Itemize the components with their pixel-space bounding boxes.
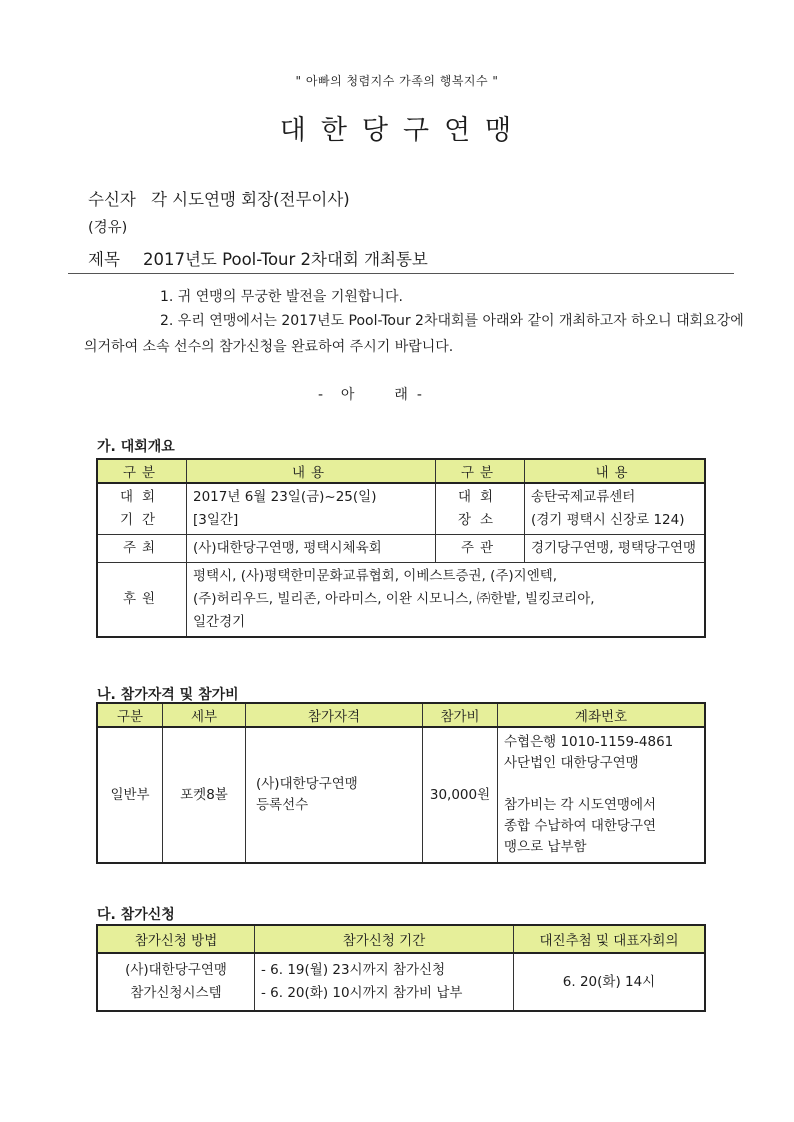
- header-fee: 참가비: [423, 703, 498, 727]
- note-line: 참가비는 각 시도연맹에서: [504, 797, 657, 813]
- table-row: [97, 563, 705, 638]
- period-line: - 6. 19(월) 23시까지 참가신청: [261, 962, 446, 978]
- period-value: [187, 483, 436, 535]
- venue-line: 송탄국제교류센터: [531, 489, 636, 505]
- header-divider: [68, 273, 734, 274]
- period-line: [3일간]: [193, 512, 239, 528]
- header-period: 참가신청 기간: [255, 925, 514, 953]
- qualification-line: (사)대한당구연맹: [256, 776, 358, 792]
- header-category: 구분: [97, 459, 187, 483]
- account-line: 수협은행 1010-1159-4861: [504, 734, 674, 750]
- header-category: 구분: [97, 703, 163, 727]
- venue-line: (경기 평택시 신장로 124): [531, 512, 685, 528]
- method-value: [97, 953, 255, 1011]
- subject-row: [88, 246, 428, 270]
- qualification-line: 등록선수: [256, 797, 309, 813]
- period-value: [255, 953, 514, 1011]
- header-draw-meeting: 대진추첨 및 대표자회의: [514, 925, 706, 953]
- header-content-2: 내용: [525, 459, 706, 483]
- header-category-2: 구분: [436, 459, 525, 483]
- sponsor-line: 평택시, (사)평택한미문화교류협회, 이베스트증권, (주)지엔텍,: [193, 568, 558, 584]
- header-account: 계좌번호: [498, 703, 706, 727]
- period-label: 대회기간: [97, 483, 187, 535]
- header-method: 참가신청 방법: [97, 925, 255, 953]
- sponsor-label: 후원: [97, 563, 187, 638]
- slogan: " 아빠의 청렴지수 가족의 행복지수 ": [295, 74, 499, 88]
- subject-value: 2017년도 Pool-Tour 2차대회 개최통보: [143, 250, 428, 269]
- draw-meeting-value: 6. 20(화) 14시: [514, 953, 706, 1011]
- table-row: [97, 953, 705, 1011]
- table-row: [97, 535, 705, 563]
- section-a-title: 가. 대회개요: [97, 439, 175, 455]
- category-value: 일반부: [97, 727, 163, 863]
- recipient-label: 수신자: [88, 190, 136, 209]
- table-row: [97, 727, 705, 863]
- detail-value: 포켓8볼: [163, 727, 246, 863]
- event-overview-table: [96, 458, 706, 638]
- sponsor-value: [187, 563, 706, 638]
- host-label: 주최: [97, 535, 187, 563]
- paragraph-1: 1. 귀 연맹의 무궁한 발전을 기원합니다.: [160, 289, 403, 305]
- host-value: (사)대한당구연맹, 평택시체육회: [187, 535, 436, 563]
- sponsor-line: (주)허리우드, 빌리존, 아라미스, 이완 시모니스, ㈜한밭, 빌킹코리아,: [193, 591, 595, 607]
- organization-title: 대한당구연맹: [279, 115, 527, 146]
- fee-value: 30,000원: [423, 727, 498, 863]
- section-c-title: 다. 참가신청: [97, 907, 175, 923]
- subject-label: 제목: [88, 250, 120, 269]
- registration-table: [96, 924, 706, 1012]
- header-detail: 세부: [163, 703, 246, 727]
- method-line: (사)대한당구연맹: [125, 962, 227, 978]
- venue-label: 대회장소: [436, 483, 525, 535]
- paragraph-2: 2. 우리 연맹에서는 2017년도 Pool-Tour 2차대회를 아래와 같이 개최하고자 하오니 대회요강에 의거하여 소속 선수의 참가신청을 완료하여 주시기 바랍니다.: [84, 313, 744, 355]
- recipient-row: [88, 186, 350, 210]
- period-line: 2017년 6월 23일(금)~25(일): [193, 489, 377, 505]
- note-line: 종합 수납하여 대한당구연: [504, 818, 657, 834]
- eligibility-fee-table: [96, 702, 706, 864]
- account-line: 사단법인 대한당구연맹: [504, 755, 639, 771]
- venue-value: [525, 483, 706, 535]
- below-marker: - 아 래 -: [318, 387, 422, 403]
- recipient-value: 각 시도연맹 회장(전무이사): [151, 190, 350, 209]
- organizer-value: 경기당구연맹, 평택당구연맹: [525, 535, 706, 563]
- via-label: (경유): [88, 220, 128, 236]
- qualification-value: [246, 727, 423, 863]
- section-b-title: 나. 참가자격 및 참가비: [97, 687, 239, 703]
- organizer-label: 주관: [436, 535, 525, 563]
- account-value: [498, 727, 706, 863]
- sponsor-line: 일간경기: [193, 614, 246, 630]
- method-line: 참가신청시스템: [130, 985, 222, 1001]
- header-content: 내용: [187, 459, 436, 483]
- note-line: 맹으로 납부함: [504, 839, 587, 855]
- spacer: [504, 774, 698, 795]
- table-row: [97, 483, 705, 535]
- period-line: - 6. 20(화) 10시까지 참가비 납부: [261, 985, 463, 1001]
- header-qualification: 참가자격: [246, 703, 423, 727]
